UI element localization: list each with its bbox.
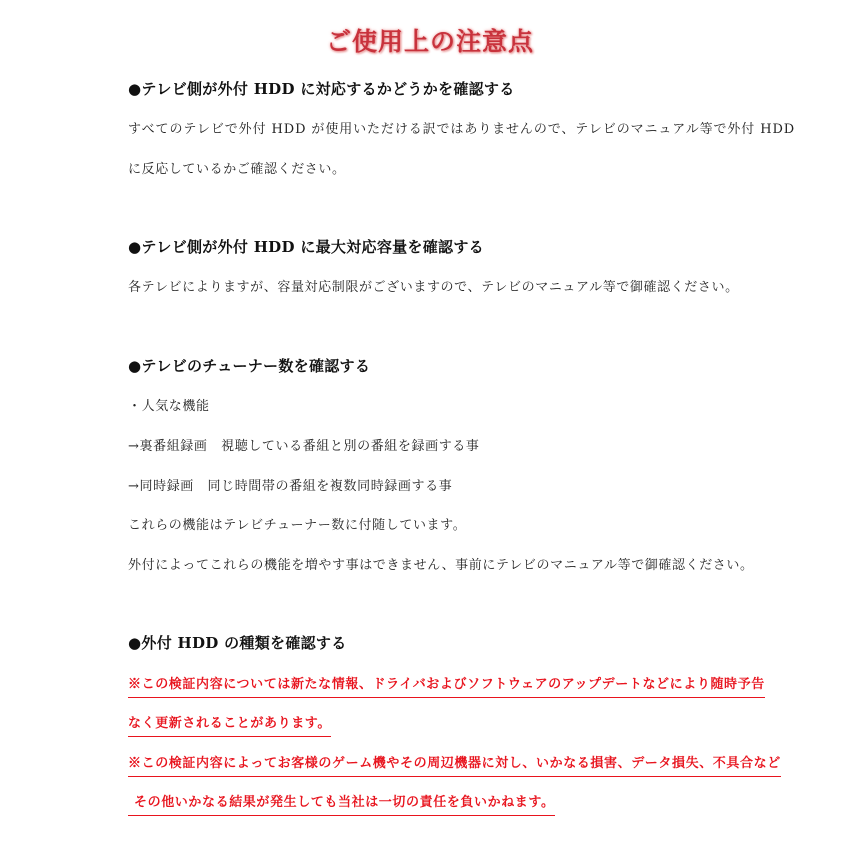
warning-text: ※この検証内容については新たな情報、ドライバおよびソフトウェアのアップデートなどにより随時予告 [128,676,765,698]
page-title: ご使用上の注意点 [325,27,534,56]
body-text: 各テレビによりますが、容量対応制限がございますので、テレビのマニュアル等で御確認ください。 [128,280,739,295]
body-text: 外付によってこれらの機能を増やす事はできません、事前にテレビのマニュアル等で御確認ください。 [128,558,754,573]
body-text: に反応しているかご確認ください。 [128,162,346,177]
body-text: すべてのテレビで外付 HDD が使用いただける訳ではありませんので、テレビのマニュアル等で外付 HDD [128,122,796,137]
body-text: これらの機能はテレビチューナー数に付随しています。 [128,518,467,533]
warning-text: ※この検証内容によってお客様のゲーム機やその周辺機器に対し、いかなる損害、データ損失、不具合など [128,755,781,777]
section-heading: ●テレビ側が外付 HDD に最大対応容量を確認する [128,238,484,256]
section-heading: ●テレビのチューナー数を確認する [128,357,371,375]
body-text: →同時録画 同じ時間帯の番組を複数同時録画する事 [128,479,453,494]
section-heading: ●テレビ側が外付 HDD に対応するかどうかを確認する [128,80,515,98]
warning-text: なく更新されることがあります。 [128,715,331,737]
section-heading: ●外付 HDD の種類を確認する [128,634,347,652]
warning-text: その他いかなる結果が発生しても当社は一切の責任を負いかねます。 [128,794,555,816]
body-text: ・人気な機能 [128,399,210,414]
body-text: →裏番組録画 視聴している番組と別の番組を録画する事 [128,439,480,454]
